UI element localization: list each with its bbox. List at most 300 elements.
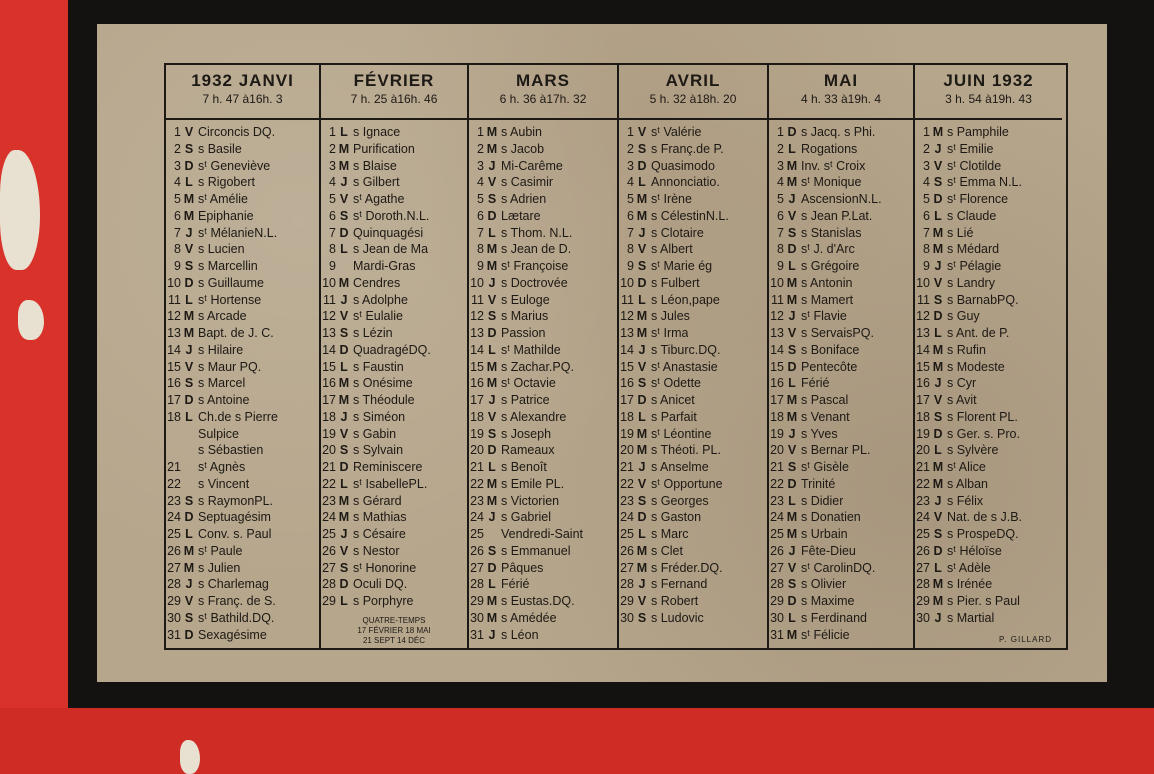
weekday-letter: S <box>787 577 797 592</box>
day-row <box>166 292 319 309</box>
weekday-letter: M <box>786 627 798 642</box>
weekday-letter: J <box>934 493 942 508</box>
weekday-letter: V <box>339 426 349 441</box>
day-number: 13 <box>916 326 930 340</box>
day-number: 29 <box>770 594 784 608</box>
day-number: 3 <box>329 158 336 173</box>
weekday-letter: M <box>183 543 195 558</box>
day-row <box>619 560 767 577</box>
day-row <box>469 359 617 376</box>
weekday-letter: L <box>340 476 348 491</box>
day-saint: s Thom. N.L. <box>501 225 573 240</box>
day-row <box>915 258 1062 275</box>
weekday-letter: D <box>787 476 797 491</box>
weekday-letter: L <box>340 359 348 374</box>
day-saint: Fête-Dieu <box>801 543 856 558</box>
weekday-letter: M <box>486 476 498 491</box>
day-number: 3 <box>174 158 181 173</box>
day-number: 11 <box>471 292 484 307</box>
weekday-letter: S <box>933 409 943 424</box>
day-row <box>469 258 617 275</box>
weekday-letter: L <box>788 610 796 625</box>
day-number: 30 <box>770 610 784 625</box>
day-saint: sᵗ Octavie <box>501 376 556 391</box>
day-number: 25 <box>916 527 930 541</box>
day-row <box>915 576 1062 593</box>
day-saint: s Eustas.DQ. <box>501 594 575 608</box>
day-saint: Trinité <box>801 476 836 491</box>
day-saint: s Claude <box>947 208 997 223</box>
day-saint: s Donatien <box>801 510 861 525</box>
day-saint: sᵗ Agathe <box>353 192 405 206</box>
weekday-letter: J <box>788 192 796 206</box>
day-row <box>619 124 767 141</box>
day-row <box>769 493 913 510</box>
day-number: 19 <box>770 426 784 441</box>
day-row <box>769 593 913 610</box>
day-saint: sᵗ Odette <box>651 376 701 391</box>
weekday-letter: D <box>933 192 943 206</box>
day-saint: s Mathias <box>353 510 407 525</box>
weekday-letter: V <box>487 292 497 307</box>
day-saint: s Victorien <box>501 493 560 508</box>
weekday-letter: J <box>488 275 496 290</box>
day-row <box>769 359 913 376</box>
day-number: 28 <box>167 577 181 592</box>
day-row <box>619 442 767 459</box>
weekday-letter: D <box>184 393 194 407</box>
day-saint: s Ant. de P. <box>947 326 1010 340</box>
day-number: 12 <box>470 309 484 324</box>
day-saint: sᵗ Paule <box>198 543 243 558</box>
day-number: 11 <box>917 292 930 307</box>
day-number: 21 <box>470 460 484 474</box>
day-saint: sᵗ Anastasie <box>651 359 718 374</box>
day-saint: sᵗ CarolinDQ. <box>801 560 876 575</box>
day-number: 19 <box>620 426 634 441</box>
day-row <box>321 292 467 309</box>
day-saint: Conv. s. Paul <box>198 527 272 541</box>
day-row <box>469 560 617 577</box>
weekday-letter: S <box>637 610 647 625</box>
day-number: 11 <box>323 292 336 307</box>
weekday-letter: L <box>340 125 348 139</box>
day-row <box>769 225 913 242</box>
month-header <box>619 65 767 120</box>
weekday-letter: D <box>787 359 797 374</box>
day-saint: s Grégoire <box>801 259 860 273</box>
day-number: 18 <box>322 409 336 424</box>
day-row <box>915 308 1062 325</box>
day-number: 1 <box>627 125 634 139</box>
day-row <box>915 442 1062 459</box>
day-row <box>619 459 767 476</box>
weekday-letter: D <box>339 577 349 592</box>
day-saint: s Lucien <box>198 242 245 257</box>
day-row <box>769 241 913 258</box>
day-row <box>469 124 617 141</box>
day-saint: s Pascal <box>801 393 849 407</box>
day-saint: s Ger. s. Pro. <box>947 426 1020 441</box>
day-number: 3 <box>627 158 634 173</box>
weekday-letter: M <box>636 560 648 575</box>
weekday-letter: L <box>788 141 796 156</box>
day-saint: Passion <box>501 326 546 340</box>
weekday-letter: M <box>338 376 350 391</box>
day-saint: s Fréder.DQ. <box>651 560 723 575</box>
day-saint: s Benoît <box>501 460 547 474</box>
day-row <box>321 459 467 476</box>
day-saint: s Adrien <box>501 192 547 206</box>
day-row <box>166 158 319 175</box>
weekday-letter: V <box>184 125 194 139</box>
day-number: 12 <box>167 309 181 324</box>
day-number: 6 <box>174 208 181 223</box>
weekday-letter: J <box>185 225 193 240</box>
day-saint: Rogations <box>801 141 858 156</box>
day-row <box>915 426 1062 443</box>
day-number: 1 <box>329 125 336 139</box>
weekday-letter: J <box>788 426 796 441</box>
day-row <box>769 627 913 644</box>
day-saint: Mardi-Gras <box>353 259 416 273</box>
weekday-letter: S <box>487 309 497 324</box>
day-number: 28 <box>322 577 336 592</box>
weekday-letter: V <box>787 326 797 340</box>
day-number: 30 <box>620 610 634 625</box>
day-number: 25 <box>167 527 181 541</box>
day-saint: s Stanislas <box>801 225 862 240</box>
day-saint: s Franç. de S. <box>198 594 276 608</box>
day-saint: Nat. de s J.B. <box>947 510 1023 525</box>
day-saint: s Urbain <box>801 527 848 541</box>
weekday-letter: S <box>933 527 943 541</box>
day-row <box>166 174 319 191</box>
weekday-letter: V <box>933 510 943 525</box>
day-number: 23 <box>620 493 634 508</box>
day-row <box>619 325 767 342</box>
day-saint: sᵗ Pélagie <box>947 259 1002 273</box>
sun-times: 7 h. 47 à16h. 3 <box>202 92 283 106</box>
day-row <box>769 124 913 141</box>
day-row <box>166 509 319 526</box>
day-row <box>619 426 767 443</box>
day-number: 22 <box>470 476 484 491</box>
day-row <box>619 543 767 560</box>
weekday-letter: M <box>486 359 498 374</box>
weekday-letter: M <box>786 409 798 424</box>
weekday-letter: L <box>185 292 193 307</box>
day-row <box>321 241 467 258</box>
month-header <box>769 65 913 120</box>
day-number: 30 <box>916 610 930 625</box>
day-saint: Lætare <box>501 208 541 223</box>
day-row <box>321 442 467 459</box>
day-row <box>915 375 1062 392</box>
day-row <box>915 526 1062 543</box>
day-saint: sᵗ Mathilde <box>501 342 561 357</box>
day-list <box>619 120 767 627</box>
day-number: 29 <box>167 594 181 608</box>
weekday-letter: M <box>932 460 944 474</box>
weekday-letter: S <box>184 376 194 391</box>
day-saint: s Gilbert <box>353 175 400 190</box>
weekday-letter: L <box>788 376 796 391</box>
weekday-letter: M <box>786 175 798 190</box>
weekday-letter: S <box>184 610 194 625</box>
day-saint: Sexagésime <box>198 627 267 642</box>
day-saint: s Maxime <box>801 594 855 608</box>
sun-times: 7 h. 25 à16h. 46 <box>350 92 438 106</box>
day-number: 6 <box>923 208 930 223</box>
day-number: 18 <box>470 409 484 424</box>
day-row <box>619 392 767 409</box>
day-row <box>619 509 767 526</box>
day-number <box>166 426 183 443</box>
weekday-letter: L <box>638 409 646 424</box>
day-row <box>321 191 467 208</box>
weekday-letter: L <box>340 242 348 257</box>
quatre-temps-box <box>321 616 467 646</box>
day-row <box>321 593 467 610</box>
weekday-letter: S <box>184 259 194 273</box>
day-row <box>321 158 467 175</box>
day-number: 20 <box>322 443 336 458</box>
day-number: 11 <box>771 292 784 307</box>
weekday-letter: L <box>185 527 193 541</box>
day-saint: s Albert <box>651 242 693 257</box>
sun-times: 3 h. 54 à19h. 43 <box>945 92 1032 106</box>
day-saint: sᵗ Léontine <box>651 426 712 441</box>
weekday-letter: M <box>183 560 195 575</box>
weekday-letter: J <box>340 527 348 541</box>
day-saint: Sulpice <box>198 426 239 441</box>
day-number: 4 <box>477 175 484 190</box>
day-saint: s Césaire <box>353 527 406 541</box>
sun-times: 6 h. 36 à17h. 32 <box>499 92 587 106</box>
weekday-letter: D <box>787 594 797 608</box>
month-name: 1932 JANVI <box>191 71 294 90</box>
day-number: 28 <box>470 577 484 592</box>
day-row <box>619 141 767 158</box>
weekday-letter: J <box>934 259 942 273</box>
weekday-letter: M <box>486 594 498 608</box>
weekday-letter: S <box>787 342 797 357</box>
day-saint: s Patrice <box>501 393 550 407</box>
day-saint: s Avit <box>947 393 977 407</box>
day-number: 14 <box>470 342 484 357</box>
weekday-letter: M <box>636 208 648 223</box>
day-row <box>769 292 913 309</box>
day-row <box>469 208 617 225</box>
day-row <box>166 409 319 426</box>
weekday-letter: M <box>932 342 944 357</box>
day-saint: Pentecôte <box>801 359 858 374</box>
weekday-letter: M <box>932 225 944 240</box>
day-row <box>166 426 319 443</box>
day-saint: s Zachar.PQ. <box>501 359 574 374</box>
day-number: 25 <box>770 527 784 541</box>
day-row <box>166 610 319 627</box>
weekday-letter: M <box>338 493 350 508</box>
day-number: 5 <box>923 192 930 206</box>
day-saint: Purification <box>353 141 415 156</box>
day-saint: Ch.de s Pierre <box>198 409 278 424</box>
day-saint: s Anselme <box>651 460 709 474</box>
day-row <box>469 392 617 409</box>
day-row <box>321 560 467 577</box>
day-number: 6 <box>627 208 634 223</box>
day-number: 17 <box>167 393 181 407</box>
day-number: 20 <box>916 443 930 458</box>
day-number: 14 <box>620 342 634 357</box>
day-row <box>166 476 319 493</box>
day-row <box>915 174 1062 191</box>
day-number: 3 <box>923 158 930 173</box>
month-name: MARS <box>515 71 571 90</box>
day-number: 17 <box>770 393 784 407</box>
day-number: 1 <box>174 125 181 139</box>
day-row <box>619 292 767 309</box>
weekday-letter: L <box>934 208 942 223</box>
day-row <box>915 493 1062 510</box>
day-saint: s Jacq. s Phi. <box>801 125 876 139</box>
month-name: FÉVRIER <box>353 71 435 90</box>
weekday-letter: M <box>183 192 195 206</box>
weekday-letter: D <box>933 426 943 441</box>
weekday-letter: J <box>788 543 796 558</box>
weekday-letter: S <box>339 443 349 458</box>
weekday-letter: D <box>637 158 647 173</box>
weekday-letter: S <box>787 460 797 474</box>
day-saint: sᵗ Alice <box>947 460 986 474</box>
day-saint: s Vincent <box>198 476 250 491</box>
weekday-letter: M <box>786 275 798 290</box>
day-saint: sᵗ Flavie <box>801 309 847 324</box>
day-row <box>166 459 319 476</box>
day-saint: s Jean de D. <box>501 242 572 257</box>
weekday-letter: V <box>184 359 194 374</box>
day-number: 30 <box>167 610 181 625</box>
day-saint: s Antoine <box>198 393 250 407</box>
day-row <box>469 509 617 526</box>
day-row <box>619 593 767 610</box>
weekday-letter: M <box>338 510 350 525</box>
red-strip <box>0 708 1154 774</box>
day-row <box>619 576 767 593</box>
weekday-letter: J <box>638 342 646 357</box>
day-saint: sᵗ IsabellePL. <box>353 476 428 491</box>
day-saint: Vendredi-Saint <box>501 527 584 541</box>
weekday-letter: V <box>637 242 647 257</box>
day-row <box>769 560 913 577</box>
weekday-letter: L <box>934 443 942 458</box>
weekday-letter: V <box>637 125 647 139</box>
day-saint: s Doctrovée <box>501 275 568 290</box>
weekday-letter: D <box>487 208 497 223</box>
weekday-letter: J <box>488 627 496 642</box>
weekday-letter: M <box>486 141 498 156</box>
day-row <box>166 275 319 292</box>
day-saint: s Tiburc.DQ. <box>651 342 721 357</box>
day-saint: s Porphyre <box>353 594 414 608</box>
day-saint: s Charlemag <box>198 577 269 592</box>
weekday-letter: M <box>932 242 944 257</box>
day-saint: s Georges <box>651 493 709 508</box>
day-number: 26 <box>916 543 930 558</box>
day-row <box>619 174 767 191</box>
day-row <box>469 493 617 510</box>
weekday-letter: M <box>786 393 798 407</box>
weekday-letter: L <box>340 594 348 608</box>
day-number: 22 <box>916 476 930 491</box>
day-number: 23 <box>770 493 784 508</box>
weekday-letter: J <box>340 292 348 307</box>
day-saint: s Faustin <box>353 359 404 374</box>
weekday-letter: M <box>636 309 648 324</box>
day-number: 2 <box>777 141 784 156</box>
day-number: 9 <box>477 259 484 273</box>
day-row <box>321 275 467 292</box>
weekday-letter: L <box>488 225 496 240</box>
day-row <box>321 493 467 510</box>
day-row <box>469 459 617 476</box>
day-saint: s Basile <box>198 141 242 156</box>
day-number: 19 <box>916 426 930 441</box>
day-saint: s Siméon <box>353 409 406 424</box>
day-saint: sᵗ Félicie <box>801 627 850 642</box>
weekday-letter: S <box>637 141 647 156</box>
day-saint: Quasimodo <box>651 158 715 173</box>
day-number: 16 <box>916 376 930 391</box>
day-saint: s Fulbert <box>651 275 700 290</box>
month-column <box>769 65 915 648</box>
weekday-letter: S <box>339 326 349 340</box>
day-number: 27 <box>620 560 634 575</box>
weekday-letter: V <box>787 208 797 223</box>
weekday-letter: D <box>184 627 194 642</box>
day-saint: sᵗ Eulalie <box>353 309 403 324</box>
day-number: 2 <box>329 141 336 156</box>
day-saint: sᵗ Clotilde <box>947 158 1002 173</box>
day-row <box>915 241 1062 258</box>
day-saint: sᵗ Agnès <box>198 460 246 474</box>
day-number: 21 <box>770 460 784 474</box>
month-column <box>321 65 469 648</box>
weekday-letter: J <box>788 309 796 324</box>
calendar-grid <box>164 63 1068 650</box>
day-saint: s Marcellin <box>198 259 258 273</box>
day-row <box>321 141 467 158</box>
weekday-letter: M <box>183 208 195 223</box>
weekday-letter: L <box>934 560 942 575</box>
day-row <box>915 459 1062 476</box>
day-row <box>769 258 913 275</box>
day-number: 17 <box>620 393 634 407</box>
weekday-letter: V <box>637 476 647 491</box>
day-number: 9 <box>329 259 336 273</box>
day-row <box>321 392 467 409</box>
weekday-letter: M <box>932 577 944 592</box>
day-row <box>915 476 1062 493</box>
day-number: 7 <box>174 225 181 240</box>
day-row <box>469 375 617 392</box>
day-number: 8 <box>923 242 930 257</box>
weekday-letter: L <box>638 527 646 541</box>
day-row <box>619 342 767 359</box>
day-saint: s Anicet <box>651 393 695 407</box>
weekday-letter: S <box>487 543 497 558</box>
